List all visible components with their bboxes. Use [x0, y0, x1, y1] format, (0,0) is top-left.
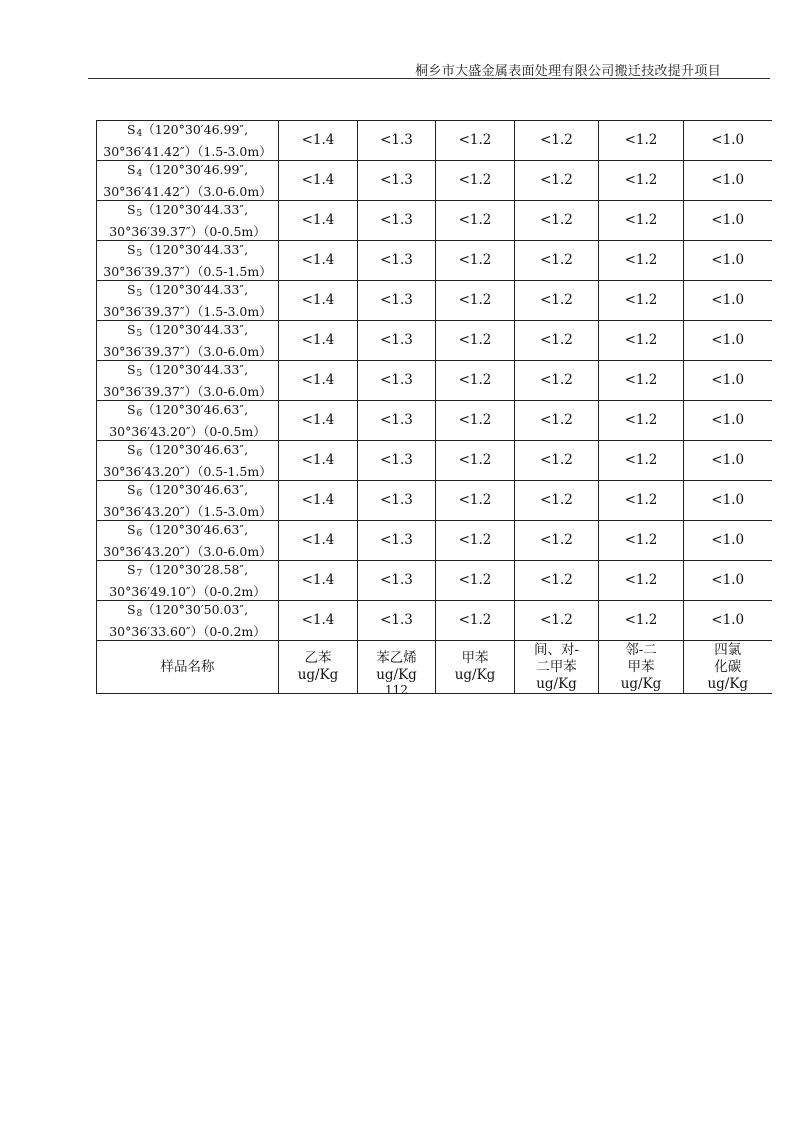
sample-location-line1: [97, 241, 278, 263]
column-header-line: ug/Kg: [376, 667, 417, 683]
result-value-cell: <1.2: [515, 561, 599, 601]
sample-location-line1: [97, 401, 278, 423]
sample-location-line2: 30°36′39.37″）（0.5-1.5m）: [103, 264, 272, 279]
sample-site-subscript: 4: [136, 129, 143, 139]
result-value-cell: <1.2: [515, 481, 599, 521]
sample-location-line1: [97, 121, 278, 143]
sample-location-line2: 30°36′43.20″）（3.0-6.0m）: [103, 544, 272, 559]
sample-location-line1: [97, 281, 278, 303]
sample-coordinate-longitude: （120°30′44.33″,: [142, 242, 249, 257]
result-value-cell: <1.2: [436, 601, 515, 641]
column-header-line: 苯乙烯: [376, 650, 417, 666]
sample-name-cell: [97, 161, 279, 201]
sample-name-cell: [97, 521, 279, 561]
column-header-line: 化碳: [714, 658, 742, 675]
result-value-cell: <1.3: [358, 561, 436, 601]
result-value-cell: <1.2: [599, 241, 684, 281]
result-value-cell: <1.2: [436, 161, 515, 201]
result-value-cell: <1.3: [358, 321, 436, 361]
table-row: [97, 561, 772, 601]
table-row: [97, 201, 772, 241]
sample-site-code: S: [126, 402, 136, 417]
sample-coordinate-longitude: （120°30′44.33″,: [142, 202, 249, 217]
result-value-cell: <1.3: [358, 241, 436, 281]
sample-location-line1: [97, 441, 278, 463]
result-value-cell: <1.3: [358, 401, 436, 441]
table-row: [97, 321, 772, 361]
sample-location-line1: [97, 521, 278, 543]
sample-coordinate-longitude: （120°30′44.33″,: [142, 322, 249, 337]
result-value-cell: <1.4: [279, 561, 358, 601]
sample-location-line2: 30°36′43.20″）（0-0.5m）: [109, 424, 266, 439]
result-value-cell: <1.2: [436, 521, 515, 561]
column-header-line: ug/Kg: [536, 675, 577, 692]
result-value-cell: <1.0: [684, 521, 772, 561]
table-row: [97, 481, 772, 521]
sample-location-line2: 30°36′39.37″）（1.5-3.0m）: [103, 304, 272, 319]
result-value-cell: <1.0: [684, 321, 772, 361]
result-value-cell: <1.2: [599, 281, 684, 321]
result-value-cell: <1.4: [279, 281, 358, 321]
table-row: [97, 121, 772, 161]
sample-location-line1: [97, 201, 278, 223]
sample-name-cell: [97, 481, 279, 521]
table-row: [97, 161, 772, 201]
sample-name-cell: [97, 281, 279, 321]
result-value-cell: <1.4: [279, 241, 358, 281]
sample-site-subscript: 6: [136, 409, 143, 419]
sample-name-cell: [97, 601, 279, 641]
page-number: 112: [385, 683, 408, 697]
result-value-cell: <1.2: [515, 601, 599, 641]
result-value-cell: <1.4: [279, 361, 358, 401]
sample-location-line1: [97, 601, 278, 623]
result-value-cell: <1.3: [358, 481, 436, 521]
sample-name-cell: [97, 241, 279, 281]
table-row: [97, 401, 772, 441]
result-value-cell: <1.4: [279, 121, 358, 161]
sample-coordinate-longitude: （120°30′44.33″,: [142, 282, 249, 297]
result-value-cell: <1.4: [279, 161, 358, 201]
result-value-cell: <1.2: [599, 561, 684, 601]
result-value-cell: <1.4: [279, 601, 358, 641]
result-value-cell: <1.2: [599, 201, 684, 241]
column-header-line: 邻-二: [625, 641, 657, 658]
sample-site-subscript: 6: [136, 529, 143, 539]
result-value-cell: <1.2: [436, 561, 515, 601]
sample-location-line2: 30°36′39.37″）（3.0-6.0m）: [103, 384, 272, 399]
result-value-cell: <1.2: [599, 401, 684, 441]
result-value-cell: <1.4: [279, 401, 358, 441]
result-value-cell: <1.2: [515, 201, 599, 241]
result-value-cell: <1.2: [599, 441, 684, 481]
result-value-cell: <1.2: [599, 601, 684, 641]
result-value-cell: <1.2: [599, 481, 684, 521]
result-value-cell: <1.0: [684, 241, 772, 281]
sample-site-subscript: 6: [136, 449, 143, 459]
result-value-cell: <1.3: [358, 161, 436, 201]
column-header-line: 样品名称: [160, 658, 215, 675]
sample-site-code: S: [126, 482, 136, 497]
result-value-cell: <1.2: [599, 321, 684, 361]
column-header-line: 间、对-: [533, 641, 580, 658]
sample-coordinate-longitude: （120°30′44.33″,: [142, 362, 249, 377]
sample-site-code: S: [126, 442, 136, 457]
sample-location-line2: 30°36′39.37″）（0-0.5m）: [109, 224, 266, 239]
sample-location-line1: [97, 561, 278, 583]
result-value-cell: <1.0: [684, 441, 772, 481]
sample-site-subscript: 8: [136, 609, 143, 619]
sample-location-line2: 30°36′43.20″）（1.5-3.0m）: [103, 504, 272, 519]
header-divider: [88, 78, 770, 79]
table-row: [97, 281, 772, 321]
result-value-cell: <1.2: [436, 401, 515, 441]
result-value-cell: <1.4: [279, 441, 358, 481]
column-header-line: ug/Kg: [620, 675, 662, 692]
table-row: [97, 521, 772, 561]
result-value-cell: <1.3: [358, 201, 436, 241]
result-value-cell: <1.0: [684, 401, 772, 441]
result-value-cell: <1.4: [279, 321, 358, 361]
sample-coordinate-longitude: （120°30′50.03″,: [142, 602, 249, 617]
sample-site-code: S: [126, 282, 136, 297]
sample-location-line1: [97, 321, 278, 343]
result-value-cell: <1.0: [684, 601, 772, 641]
sample-site-subscript: 6: [136, 489, 143, 499]
result-value-cell: <1.3: [358, 121, 436, 161]
result-value-cell: <1.2: [436, 441, 515, 481]
sample-site-code: S: [126, 322, 136, 337]
sample-coordinate-longitude: （120°30′46.63″,: [142, 482, 249, 497]
sample-site-code: S: [126, 562, 136, 577]
result-value-cell: <1.2: [436, 321, 515, 361]
voc-results-table: [96, 120, 772, 694]
result-value-cell: <1.4: [279, 521, 358, 561]
sample-name-cell: [97, 321, 279, 361]
result-value-cell: <1.0: [684, 121, 772, 161]
sample-location-line2: 30°36′41.42″）（1.5-3.0m）: [103, 144, 272, 159]
result-value-cell: <1.0: [684, 161, 772, 201]
sample-site-code: S: [126, 602, 136, 617]
sample-name-cell: [97, 201, 279, 241]
result-value-cell: <1.4: [279, 201, 358, 241]
result-value-cell: <1.2: [599, 121, 684, 161]
sample-site-subscript: 7: [136, 569, 143, 579]
sample-location-line1: [97, 481, 278, 503]
result-value-cell: <1.0: [684, 281, 772, 321]
result-value-cell: <1.0: [684, 361, 772, 401]
sample-site-subscript: 5: [136, 249, 143, 259]
result-value-cell: <1.2: [436, 241, 515, 281]
result-value-cell: <1.2: [515, 161, 599, 201]
sample-coordinate-longitude: （120°30′46.63″,: [142, 442, 249, 457]
result-value-cell: <1.2: [515, 441, 599, 481]
result-value-cell: <1.2: [515, 321, 599, 361]
result-value-cell: <1.2: [515, 521, 599, 561]
result-value-cell: <1.3: [358, 361, 436, 401]
sample-coordinate-longitude: （120°30′28.58″,: [142, 562, 249, 577]
sample-site-code: S: [126, 242, 136, 257]
column-header-line: 甲苯: [627, 658, 655, 675]
sample-location-line2: 30°36′41.42″）（3.0-6.0m）: [103, 184, 272, 199]
result-value-cell: <1.2: [515, 241, 599, 281]
result-value-cell: <1.0: [684, 481, 772, 521]
result-value-cell: <1.2: [436, 121, 515, 161]
sample-site-subscript: 4: [136, 169, 143, 179]
column-header-line: 乙苯: [304, 650, 332, 666]
result-value-cell: <1.0: [684, 561, 772, 601]
result-value-cell: <1.3: [358, 441, 436, 481]
sample-site-code: S: [126, 522, 136, 537]
result-value-cell: <1.2: [436, 481, 515, 521]
sample-site-code: S: [126, 362, 136, 377]
sample-site-code: S: [126, 122, 136, 137]
result-value-cell: <1.4: [279, 481, 358, 521]
column-header-line: ug/Kg: [454, 667, 496, 683]
document-header-title: 桐乡市大盛金属表面处理有限公司搬迁技改提升项目: [415, 64, 721, 79]
sample-site-subscript: 5: [136, 329, 143, 339]
result-value-cell: <1.2: [599, 521, 684, 561]
result-value-cell: <1.2: [436, 361, 515, 401]
column-header-line: 甲苯: [461, 650, 489, 666]
sample-location-line2: 30°36′39.37″）（3.0-6.0m）: [103, 344, 272, 359]
sample-site-subscript: 5: [136, 209, 143, 219]
sample-site-code: S: [126, 162, 136, 177]
sample-site-code: S: [126, 202, 136, 217]
sample-name-cell: [97, 401, 279, 441]
result-value-cell: <1.2: [599, 161, 684, 201]
result-value-cell: <1.2: [515, 401, 599, 441]
table-row: [97, 361, 772, 401]
column-header-line: 二甲苯: [536, 658, 577, 675]
sample-location-line1: [97, 161, 278, 183]
table-row: [97, 241, 772, 281]
table-body: [97, 121, 772, 694]
sample-location-line1: [97, 361, 278, 383]
table-row: [97, 441, 772, 481]
sample-name-cell: [97, 121, 279, 161]
result-value-cell: <1.3: [358, 281, 436, 321]
column-header-line: 四氯: [714, 641, 742, 658]
sample-location-line2: 30°36′43.20″）（0.5-1.5m）: [103, 464, 272, 479]
result-value-cell: <1.0: [684, 201, 772, 241]
sample-location-line2: 30°36′33.60″）（0-0.2m）: [109, 624, 266, 639]
result-value-cell: <1.3: [358, 601, 436, 641]
sample-location-line2: 30°36′49.10″）（0-0.2m）: [109, 584, 266, 599]
result-value-cell: <1.2: [599, 361, 684, 401]
sample-name-cell: [97, 441, 279, 481]
result-value-cell: <1.2: [436, 281, 515, 321]
sample-coordinate-longitude: （120°30′46.99″,: [142, 162, 249, 177]
table-row: [97, 601, 772, 641]
sample-coordinate-longitude: （120°30′46.63″,: [142, 402, 249, 417]
column-header-line: ug/Kg: [707, 675, 749, 692]
sample-coordinate-longitude: （120°30′46.99″,: [142, 122, 249, 137]
sample-coordinate-longitude: （120°30′46.63″,: [142, 522, 249, 537]
result-value-cell: <1.2: [515, 281, 599, 321]
sample-name-cell: [97, 361, 279, 401]
result-value-cell: <1.2: [515, 121, 599, 161]
result-value-cell: <1.2: [515, 361, 599, 401]
sample-name-cell: [97, 561, 279, 601]
sample-site-subscript: 5: [136, 369, 143, 379]
result-value-cell: <1.3: [358, 521, 436, 561]
sample-site-subscript: 5: [136, 289, 143, 299]
column-header-line: ug/Kg: [297, 667, 339, 683]
result-value-cell: <1.2: [436, 201, 515, 241]
